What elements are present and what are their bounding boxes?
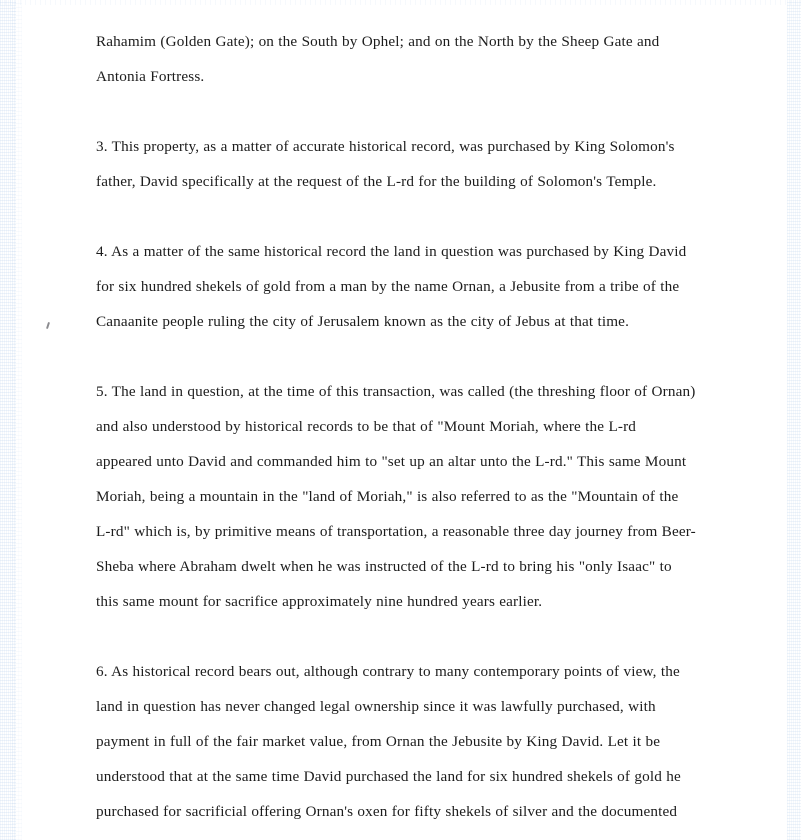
paragraph-4: 4. As a matter of the same historical record the land in question was purchased by King David for six hundred shekels of gold from a man by the name Ornan, a Jebusite from a tribe of the Canaanite people ruling the city of Jerusalem known as the city of Jebus at that time. [96,243,687,330]
scan-noise-left-edge-secondary [12,0,22,840]
scan-noise-top-band [0,0,801,5]
document-text-column [96,24,696,829]
paragraph-3: 3. This property, as a matter of accurate historical record, was purchased by King Solomon's father, David specifically at the request of the L-rd for the building of Solomon's Temple. [96,138,675,190]
paragraph-6: 6. As historical record bears out, although contrary to many contemporary points of view, the land in question has never changed legal ownership since it was lawfully purchased, with payment in full of the fair market value, from Ornan the Jebusite by King David. Let it be understood that at the same time David purchased the land for six hundred shekels of gold he purchased for sacrificial offering Ornan's oxen for fifty shekels of silver and the documented [96,663,681,820]
paragraph-5: 5. The land in question, at the time of this transaction, was called (the threshing floor of Ornan) and also understood by historical records to be that of "Mount Moriah, where the L-rd appeared unto David and commanded him to "set up an altar unto the L-rd." This same Mount Moriah, being a mountain in the "land of Moriah," is also referred to as the "Mountain of the L-rd" which is, by primitive means of transportation, a reasonable three day journey from Beer-Sheba where Abraham dwelt when he was instructed of the L-rd to bring his "only Isaac" to this same mount for sacrifice approximately nine hundred years earlier. [96,383,696,610]
paragraph-continuation: Rahamim (Golden Gate); on the South by Ophel; and on the North by the Sheep Gate and Antonia Fortress. [96,33,660,85]
scan-speck-left-margin [47,322,51,330]
scan-noise-right-edge [787,0,801,840]
scan-noise-left-edge [0,0,16,840]
